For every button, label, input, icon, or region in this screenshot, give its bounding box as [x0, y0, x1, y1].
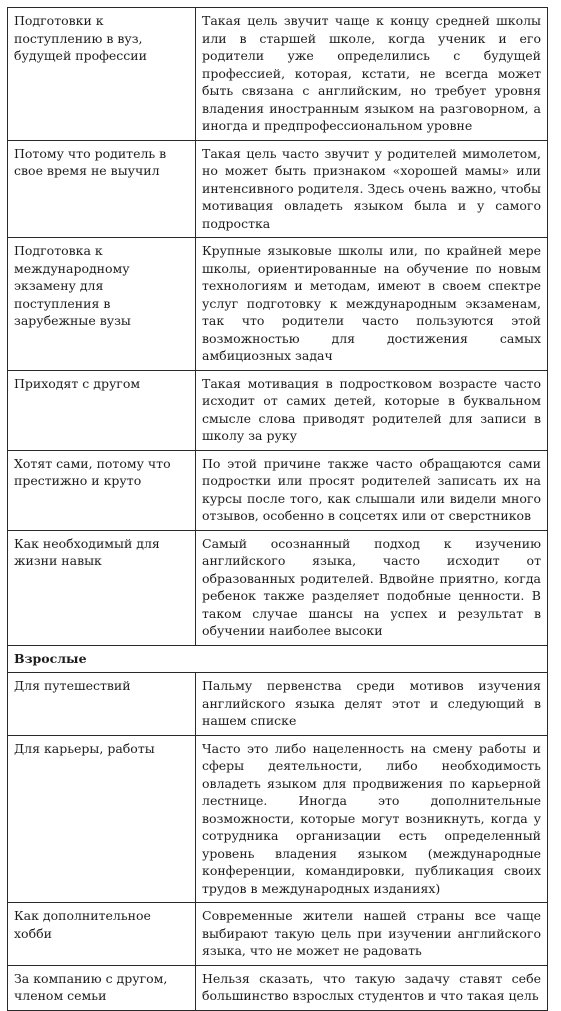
motives-document	[7, 7, 548, 1011]
motive-cell: Как необходимый для жизни навык	[8, 530, 196, 645]
table-row	[8, 140, 548, 238]
motive-cell: Для карьеры, работы	[8, 735, 196, 903]
description-cell: Крупные языковые школы или, по крайней мере школы, ориентированные на обучение по новым технологиям и методам, имеют в своем спектре услуг подготовку к международным экзаменам, так что родители часто пользуются этой возможностью для достижения самых амбициозных задач	[196, 238, 548, 371]
table-row	[8, 370, 548, 450]
table-row	[8, 8, 548, 141]
motive-cell: Для путешествий	[8, 673, 196, 736]
motive-cell: Приходят с другом	[8, 370, 196, 450]
section-row	[8, 645, 548, 673]
description-cell: Часто это либо нацеленность на смену работы и сферы деятельности, либо необходимость овладеть языком для продвижения по карьерной лестнице. Иногда это дополнительные возможности, которые могут возникнуть, когда у сотрудника организации есть определенный уровень владения языком (международные конференции, командировки, публикация своих трудов в международных изданиях)	[196, 735, 548, 903]
description-cell: Самый осознанный подход к изучению английского языка, часто исходит от образованных родителей. Вдвойне приятно, когда ребенок также разделяет подобные ценности. В таком случае шансы на успех и результат в обучении наиболее высоки	[196, 530, 548, 645]
motive-cell: Подготовка к международному экзамену для поступления в зарубежные вузы	[8, 238, 196, 371]
description-cell: Пальму первенства среди мотивов изучения английского языка делят этот и следующий в нашем списке	[196, 673, 548, 736]
motive-cell: За компанию с другом, членом семьи	[8, 965, 196, 1010]
description-cell: Такая цель часто звучит у родителей мимолетом, но может быть признаком «хорошей мамы» или интенсивного родителя. Здесь очень важно, чтобы мотивация овладеть языком была и у самого подростка	[196, 140, 548, 238]
table-row	[8, 238, 548, 371]
table-row	[8, 530, 548, 645]
motive-cell: Потому что родитель в свое время не выучил	[8, 140, 196, 238]
section-title: Взрослые	[8, 645, 548, 673]
motive-cell: Как дополнительное хобби	[8, 903, 196, 966]
table-row	[8, 450, 548, 530]
motive-cell: Подготовки к поступлению в вуз, будущей профессии	[8, 8, 196, 141]
description-cell: Нельзя сказать, что такую задачу ставят себе большинство взрослых студентов и что такая цель	[196, 965, 548, 1010]
table-row	[8, 673, 548, 736]
description-cell: Современные жители нашей страны все чаще выбирают такую цель при изучении английского языка, что не может не радовать	[196, 903, 548, 966]
description-cell: По этой причине также часто обращаются сами подростки или просят родителей записать их на курсы после того, как слышали или видели много отзывов, особенно в соцсетях или от сверстников	[196, 450, 548, 530]
description-cell: Такая цель звучит чаще к концу средней школы или в старшей школе, когда ученик и его родители уже определились с будущей профессией, которая, кстати, не всегда может быть связана с английским, но требует уровня владения иностранным языком на разговорном, а иногда и предпрофессиональном уровне	[196, 8, 548, 141]
table-row	[8, 735, 548, 903]
motives-table	[7, 7, 548, 1011]
table-row	[8, 903, 548, 966]
motive-cell: Хотят сами, потому что престижно и круто	[8, 450, 196, 530]
description-cell: Такая мотивация в подростковом возрасте часто исходит от самих детей, которые в буквальном смысле слова приводят родителей для записи в школу за руку	[196, 370, 548, 450]
table-row	[8, 965, 548, 1010]
